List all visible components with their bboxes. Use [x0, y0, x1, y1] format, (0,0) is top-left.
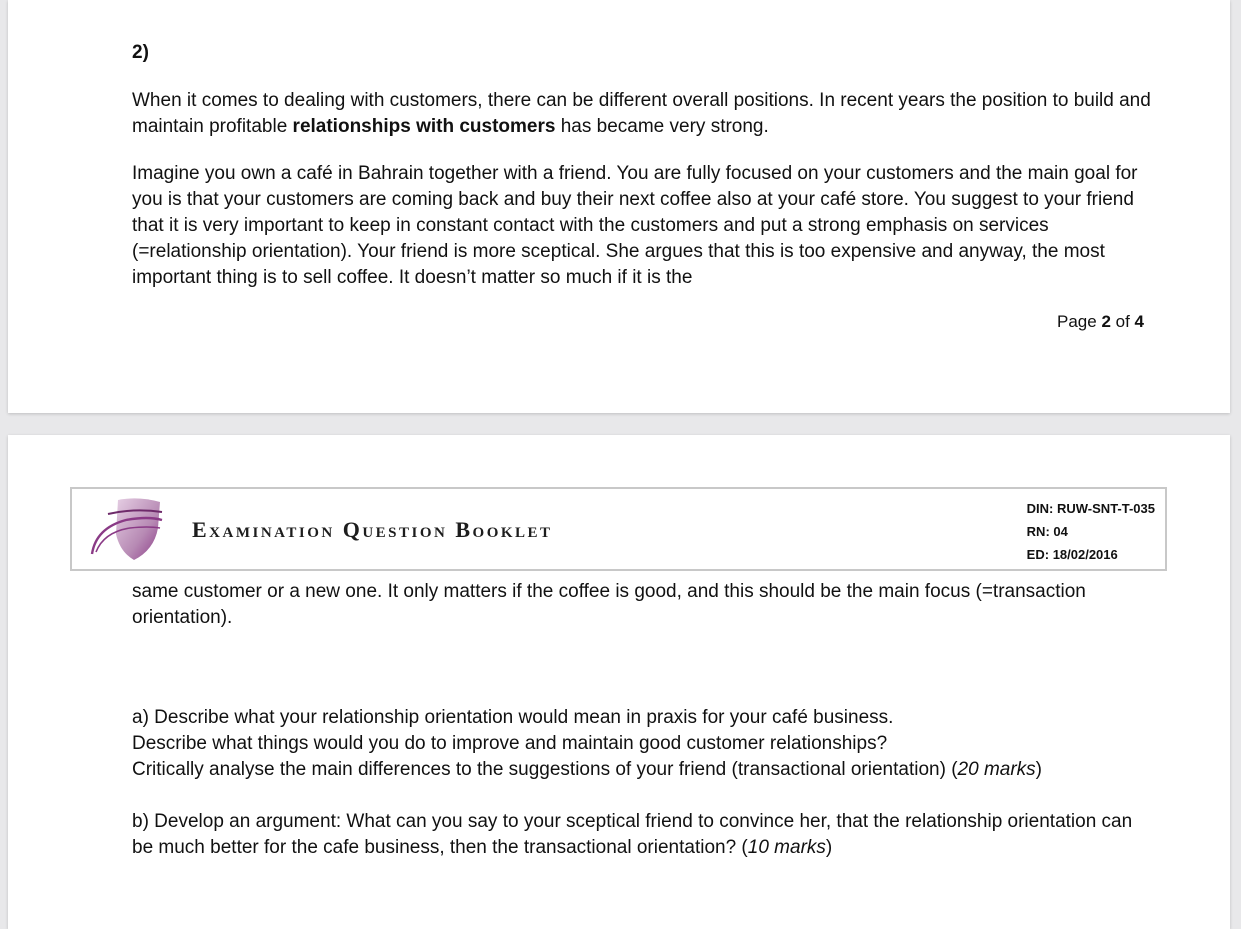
- ed-row: [1027, 543, 1155, 566]
- din-label: DIN:: [1026, 501, 1054, 516]
- continuation-paragraph: same customer or a new one. It only matters if the coffee is good, and this should be the main focus (=transaction orientation).: [132, 581, 1086, 628]
- page-footer: [1057, 312, 1144, 332]
- intro-paragraph: [132, 88, 1152, 140]
- ed-value: 18/02/2016: [1052, 547, 1118, 562]
- page-header: [70, 487, 1167, 571]
- intro-text-start: When it comes to dealing with customers, there can be different overall positions. In recent years the position to build and maintain profitable: [132, 90, 1151, 137]
- footer-of: of: [1110, 312, 1135, 331]
- document-page-3: [8, 435, 1230, 929]
- question-b-text: b) Develop an argument: What can you say to your sceptical friend to convince her, that the relationship orientation can be much better for the cafe business, then the transactional orientation? (: [132, 811, 1133, 858]
- footer-total-pages: 4: [1134, 312, 1144, 331]
- question-a-line-1: a) Describe what your relationship orientation would mean in praxis for your café business.: [132, 707, 894, 728]
- scenario-paragraph: Imagine you own a café in Bahrain together with a friend. You are fully focused on your customers and the main goal for you is that your customers are coming back and buy their next coffee also at your café store. You suggest to your friend that it is very important to keep in constant contact with the customers and put a strong emphasis on services (=relationship orientation). Your friend is more sceptical. She argues that this is too expensive and anyway, the most important thing is to sell coffee. It doesn’t matter so much if it is the: [132, 163, 1138, 288]
- intro-text-end: has became very strong.: [555, 116, 769, 137]
- rn-value: 04: [1053, 524, 1068, 539]
- document-page-2: [8, 0, 1230, 413]
- question-b-close: ): [825, 837, 833, 858]
- footer-prefix: Page: [1057, 312, 1102, 331]
- question-a-line-3: [132, 757, 1152, 783]
- din-row: [1027, 497, 1155, 520]
- question-number: 2): [132, 42, 149, 63]
- question-a: [132, 705, 1152, 783]
- footer-current-page: 2: [1101, 312, 1111, 331]
- rn-row: [1027, 520, 1155, 543]
- question-a-line-3-text: Critically analyse the main differences to the suggestions of your friend (transactional orientation) (: [132, 759, 958, 780]
- question-a-line-2: Describe what things would you do to improve and maintain good customer relationships?: [132, 733, 888, 754]
- din-value: RUW-SNT-T-035: [1057, 501, 1155, 516]
- intro-bold-text: relationships with customers: [292, 116, 556, 137]
- booklet-title: Examination Question Booklet: [192, 517, 553, 542]
- question-a-close: ): [1035, 759, 1042, 780]
- document-meta: [1027, 497, 1155, 566]
- question-a-marks: 20 marks: [957, 759, 1036, 780]
- question-b: [132, 809, 1152, 861]
- question-b-marks: 10 marks: [747, 837, 826, 858]
- ed-label: ED:: [1026, 547, 1050, 562]
- rn-label: RN:: [1026, 524, 1050, 539]
- shield-logo-icon: [86, 494, 166, 564]
